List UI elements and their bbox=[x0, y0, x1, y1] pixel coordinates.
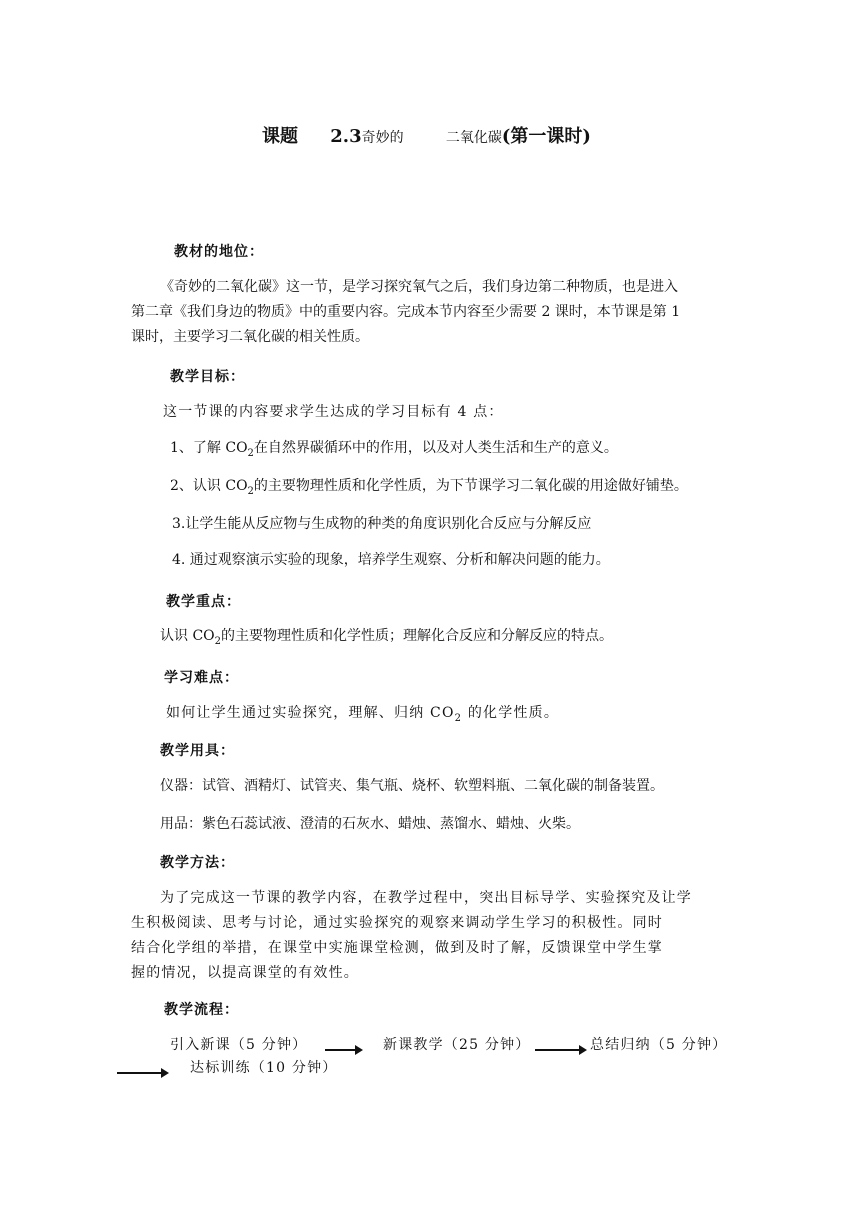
keypoints-text bbox=[160, 626, 613, 652]
keypoints-sub: 2 bbox=[214, 635, 222, 647]
tools-instruments: 仪器：试管、酒精灯、试管夹、集气瓶、烧杯、软塑料瓶、二氧化碳的制备装置。 bbox=[160, 778, 664, 794]
objective-4: 4. 通过观察演示实验的现象，培养学生观察、分析和解决问题的能力。 bbox=[172, 552, 610, 568]
tools-supplies: 用品：紫色石蕊试液、澄清的石灰水、蜡烛、蒸馏水、蜡烛、火柴。 bbox=[160, 816, 580, 832]
flow-arrow-1 bbox=[325, 1049, 361, 1051]
objectives-intro: 这一节课的内容要求学生达成的学习目标有 4 点： bbox=[163, 404, 504, 420]
flow-step-3: 总结归纳（5 分钟） bbox=[590, 1037, 728, 1053]
objectives-heading: 教学目标： bbox=[170, 369, 245, 385]
tools-heading: 教学用具： bbox=[160, 743, 235, 759]
flow-arrow-3 bbox=[117, 1072, 167, 1074]
methods-line-4: 握的情况，以提高课堂的有效性。 bbox=[131, 965, 359, 981]
methods-heading: 教学方法： bbox=[160, 855, 235, 871]
flow-heading: 教学流程： bbox=[164, 1002, 239, 1018]
keypoints-heading: 教学重点： bbox=[166, 594, 241, 610]
difficulty-sub: 2 bbox=[454, 712, 463, 724]
objective-1 bbox=[170, 438, 618, 464]
keypoints-text-b: 的主要物理性质和化学性质；理解化合反应和分解反应的特点。 bbox=[221, 628, 614, 644]
title-subject: 二氧化碳 bbox=[445, 130, 502, 146]
title-word: 奇妙的 bbox=[361, 130, 404, 146]
difficulty-heading: 学习难点： bbox=[164, 670, 239, 686]
position-line-1: 《奇妙的二氧化碳》这一节，是学习探究氧气之后，我们身边第二种物质，也是进入 bbox=[160, 279, 678, 295]
flow-step-4: 达标训练（10 分钟） bbox=[190, 1060, 338, 1076]
difficulty-text-a: 如何让学生通过实验探究，理解、归纳 CO bbox=[166, 705, 455, 721]
methods-line-3: 结合化学组的举措，在课堂中实施课堂检测，做到及时了解，反馈课堂中学生掌 bbox=[131, 940, 663, 956]
flow-arrow-2 bbox=[535, 1049, 585, 1051]
flow-step-1: 引入新课（5 分钟） bbox=[170, 1037, 308, 1053]
difficulty-text-b: 的化学性质。 bbox=[462, 705, 560, 721]
flow-step-2: 新课教学（25 分钟） bbox=[383, 1037, 531, 1053]
methods-line-2: 生积极阅读、思考与讨论，通过实验探究的观察来调动学生学习的积极性。同时 bbox=[131, 915, 663, 931]
objective-1-text-a: 1、了解 CO bbox=[170, 440, 248, 456]
methods-line-1: 为了完成这一节课的教学内容，在教学过程中，突出目标导学、实验探究及让学 bbox=[160, 890, 692, 906]
title-prefix: 课题 bbox=[262, 126, 298, 147]
difficulty-text bbox=[166, 703, 559, 729]
title-lesson: (第一课时) bbox=[501, 126, 591, 147]
position-line-3: 课时，主要学习二氧化碳的相关性质。 bbox=[131, 329, 369, 345]
objective-1-text-b: 在自然界碳循环中的作用，以及对人类生活和生产的意义。 bbox=[253, 440, 618, 456]
objective-3: 3.让学生能从反应物与生成物的种类的角度识别化合反应与分解反应 bbox=[172, 516, 592, 532]
objective-2-sub: 2 bbox=[247, 485, 254, 497]
objective-2-text-a: 2、认识 CO bbox=[170, 478, 248, 494]
objective-2 bbox=[170, 476, 688, 502]
position-line-2: 第二章《我们身边的物质》中的重要内容。完成本节内容至少需要 2 课时，本节课是第 1 bbox=[131, 304, 681, 320]
title-number: 2.3 bbox=[330, 126, 362, 147]
position-heading: 教材的地位： bbox=[174, 244, 264, 260]
page-title bbox=[262, 122, 591, 148]
objective-2-text-b: 的主要物理性质和化学性质，为下节课学习二氧化碳的用途做好铺垫。 bbox=[253, 478, 688, 494]
keypoints-text-a: 认识 CO bbox=[160, 628, 215, 644]
objective-1-sub: 2 bbox=[247, 447, 254, 459]
